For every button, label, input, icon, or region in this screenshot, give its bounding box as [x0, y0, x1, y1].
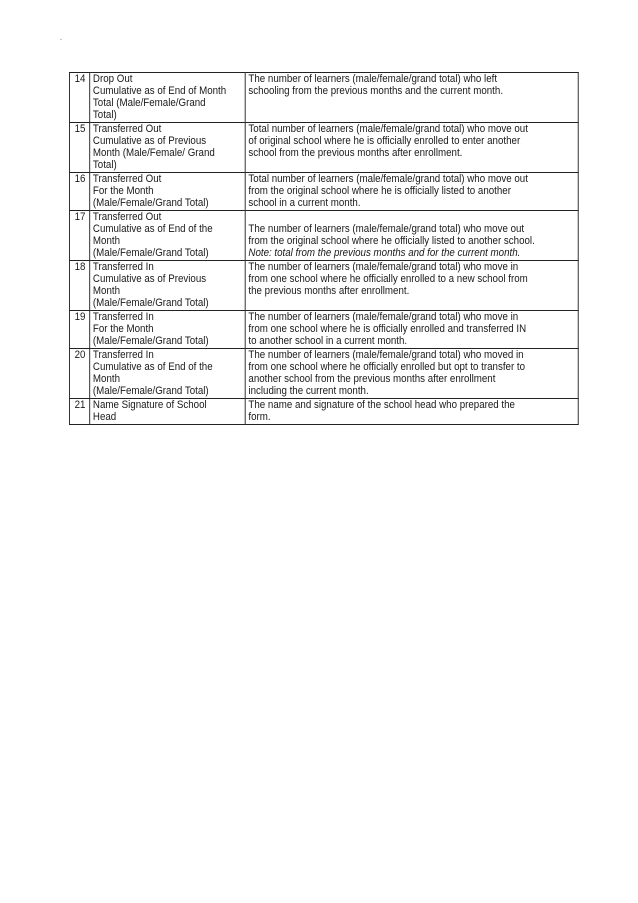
- field-line: Cumulative as of End of Month: [92, 85, 227, 97]
- field-name-cell: [90, 399, 245, 425]
- field-line: Transferred In: [92, 261, 154, 273]
- field-line: Transferred In: [92, 349, 154, 361]
- scan-speck: [60, 39, 62, 40]
- field-line: (Male/Female/Grand Total): [92, 247, 209, 259]
- field-line: Total): [92, 159, 117, 171]
- field-line: Transferred Out: [92, 123, 162, 135]
- field-line: Transferred In: [92, 311, 154, 323]
- row-number: 15: [69, 123, 89, 173]
- description-line: school in a current month.: [248, 197, 361, 209]
- description-line: from one school where he officially enrolled but opt to transfer to: [248, 361, 526, 373]
- field-line: Month: [92, 373, 121, 385]
- field-line: (Male/Female/Grand Total): [92, 335, 209, 347]
- description-line: The number of learners (male/female/grand total) who moved in: [248, 349, 524, 361]
- field-line: Total (Male/Female/Grand: [92, 97, 206, 109]
- table-row: [69, 173, 578, 211]
- table-body: [69, 73, 578, 425]
- field-line: Name Signature of School: [92, 399, 207, 411]
- row-number: 20: [69, 349, 89, 399]
- description-line: form.: [248, 411, 271, 423]
- field-name-cell: [90, 261, 245, 311]
- description-line: from the original school where he is officially listed to another: [248, 185, 511, 197]
- field-line: Total): [92, 109, 117, 121]
- description-line: The number of learners (male/female/grand total) who move in: [248, 261, 519, 273]
- field-line: Cumulative as of End of the: [92, 361, 213, 373]
- field-name-cell: [90, 173, 245, 211]
- row-number: 21: [69, 399, 89, 425]
- row-number: 14: [69, 73, 89, 123]
- field-line: Cumulative as of Previous: [92, 135, 207, 147]
- field-line: For the Month: [92, 323, 154, 335]
- row-number: 17: [69, 211, 89, 261]
- field-line: For the Month: [92, 185, 154, 197]
- field-name-cell: [90, 311, 245, 349]
- description-line: to another school in a current month.: [248, 335, 408, 347]
- field-line: (Male/Female/Grand Total): [92, 197, 209, 209]
- field-name-cell: [90, 123, 245, 173]
- description-cell: [245, 349, 578, 399]
- table-row: [69, 123, 578, 173]
- description-cell: [245, 311, 578, 349]
- description-line: The number of learners (male/female/grand total) who move in: [248, 311, 519, 323]
- field-name-cell: [90, 349, 245, 399]
- description-cell: [245, 73, 578, 123]
- description-line: of original school where he is officially enrolled to enter another: [248, 135, 521, 147]
- field-line: Month: [92, 235, 121, 247]
- table-row: [69, 211, 578, 261]
- field-line: (Male/Female/Grand Total): [92, 385, 209, 397]
- table-row: [69, 261, 578, 311]
- field-line: Cumulative as of Previous: [92, 273, 207, 285]
- description-line: another school from the previous months after enrollment: [248, 373, 496, 385]
- field-line: Month: [92, 285, 121, 297]
- description-line: the previous months after enrollment.: [248, 285, 410, 297]
- description-line: The number of learners (male/female/grand total) who move out: [248, 223, 525, 235]
- description-cell: [245, 261, 578, 311]
- description-line: Total number of learners (male/female/grand total) who move out: [248, 123, 528, 135]
- description-note: Note: total from the previous months and for the current month.: [248, 247, 521, 259]
- description-line: from the original school where he officially listed to another school.: [248, 235, 535, 247]
- field-line: Transferred Out: [92, 211, 162, 223]
- field-line: Cumulative as of End of the: [92, 223, 213, 235]
- field-name-cell: [90, 73, 245, 123]
- description-line: including the current month.: [248, 385, 369, 397]
- field-name-cell: [90, 211, 245, 261]
- table-row: [69, 73, 578, 123]
- table-row: [69, 311, 578, 349]
- description-cell: [245, 399, 578, 425]
- description-line: The name and signature of the school head who prepared the: [248, 399, 515, 411]
- table-row: [69, 399, 578, 425]
- row-number: 18: [69, 261, 89, 311]
- description-cell: [245, 123, 578, 173]
- description-cell: [245, 173, 578, 211]
- description-line: from one school where he officially enrolled to a new school from: [248, 273, 528, 285]
- row-number: 16: [69, 173, 89, 211]
- field-line: (Male/Female/Grand Total): [92, 297, 209, 309]
- field-line: Head: [92, 411, 117, 423]
- description-line: Total number of learners (male/female/grand total) who move out: [248, 173, 528, 185]
- description-line: from one school where he is officially enrolled and transferred IN: [248, 323, 527, 335]
- description-cell: [245, 211, 578, 261]
- table-row: [69, 349, 578, 399]
- field-line: Transferred Out: [92, 173, 162, 185]
- description-line: school from the previous months after enrollment.: [248, 147, 463, 159]
- field-line: Month (Male/Female/ Grand: [92, 147, 215, 159]
- description-line: schooling from the previous months and the current month.: [248, 85, 504, 97]
- row-number: 19: [69, 311, 89, 349]
- field-definitions-table: [69, 72, 579, 425]
- description-line: The number of learners (male/female/grand total) who left: [248, 73, 498, 85]
- field-line: Drop Out: [92, 73, 133, 85]
